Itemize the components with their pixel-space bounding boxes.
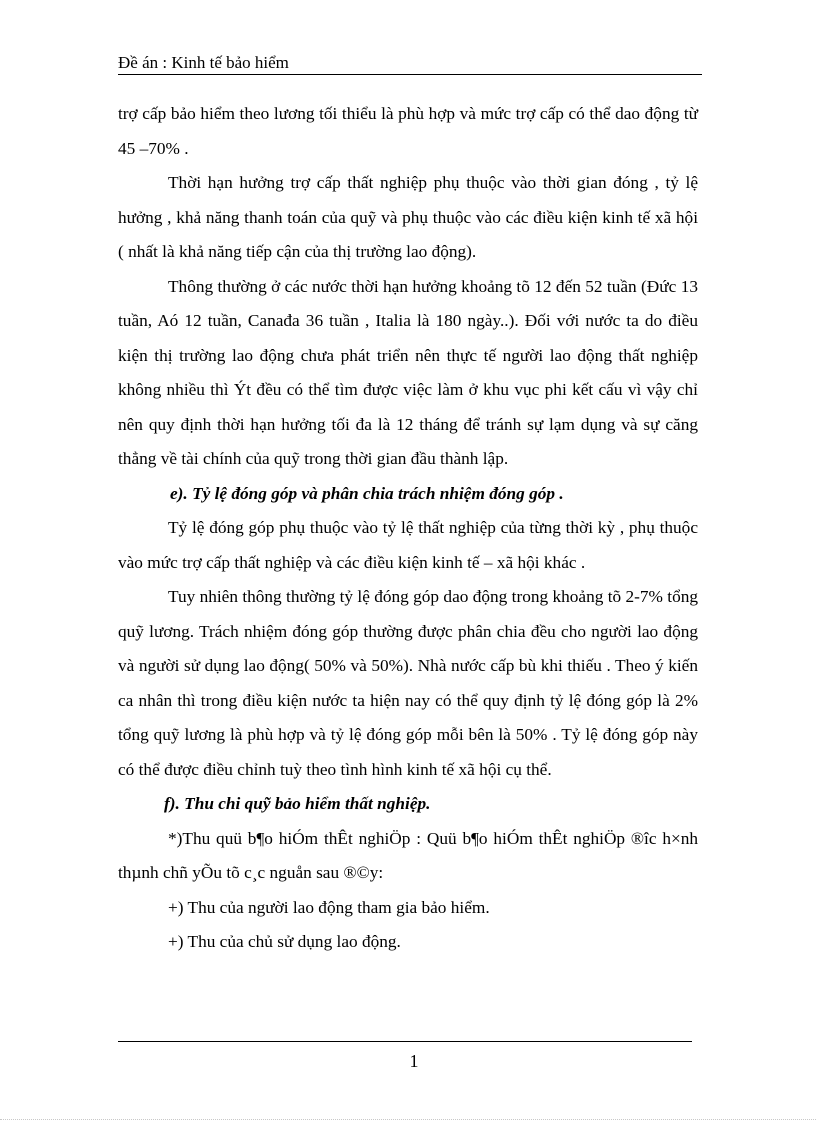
header-title: Đề án : Kinh tế bảo hiểm bbox=[118, 53, 289, 72]
footer-divider bbox=[118, 1041, 692, 1042]
paragraph-2: Thời hạn hưởng trợ cấp thất nghiệp phụ thuộc vào thời gian đóng , tỷ lệ hưởng , khả năng thanh toán của quỹ và phụ thuộc vào các điều kiện kinh tế xã hội ( nhất là khả năng tiếp cận của thị trường lao động). bbox=[118, 173, 698, 261]
paragraph-3: Thông thường ở các nước thời hạn hưởng khoảng tõ 12 đến 52 tuần (Đức 13 tuần, Aó 12 tuần, Canađa 36 tuần , Italia là 180 ngày..). Đối với nước ta do điều kiện thị trường lao động chưa phát triển nên thực tế người lao động thất nghiệp không nhiều thì Ýt đều có thể tìm được việc làm ở khu vục phi kết cấu vì vậy chỉ nên quy định thời hạn hưởng tối đa là 12 tháng để tránh sự lạm dụng và sự căng thẳng về tài chính của quỹ trong thời gian đầu thành lập. bbox=[118, 276, 698, 468]
section-heading-f: f). Thu chi quỹ bảo hiểm thất nghiệp. bbox=[164, 794, 431, 813]
document-body bbox=[118, 97, 698, 960]
page-edge-divider bbox=[0, 1119, 816, 1120]
paragraph-4: Tỷ lệ đóng góp phụ thuộc vào tỷ lệ thất nghiệp của từng thời kỳ , phụ thuộc vào mức trợ cấp thất nghiệp và các điều kiện kinh tế – xã hội khác . bbox=[118, 518, 698, 572]
paragraph-6: *)Thu quü b¶o hiÓm thÊt nghiÖp : Quü b¶o hiÓm thÊt nghiÖp ®îc h×nh thµnh chñ yÕu tõ c¸c nguån sau ®©y: bbox=[118, 828, 698, 882]
section-heading-e: e). Tỷ lệ đóng góp và phân chia trách nhiệm đóng góp . bbox=[170, 483, 564, 503]
paragraph-7: +) Thu của người lao động tham gia bảo hiểm. bbox=[168, 897, 490, 917]
paragraph-5: Tuy nhiên thông thường tỷ lệ đóng góp dao động trong khoảng tõ 2-7% tổng quỹ lương. Trách nhiệm đóng góp thường được phân chia đều cho người lao động và người sử dụng lao động( 50% và 50%). Nhà nước cấp bù khi thiếu . Theo ý kiến ca nhân thì trong điều kiện nước ta hiện nay có thể quy định tỷ lệ đóng góp là 2% tổng quỹ lương là phù hợp và tỷ lệ đóng góp mỗi bên là 50% . Tỷ lệ đóng góp này có thể được điều chỉnh tuỳ theo tình hình kinh tế xã hội cụ thể. bbox=[118, 587, 698, 779]
page-header bbox=[118, 52, 702, 75]
page-number: 1 bbox=[409, 1051, 419, 1071]
paragraph-1: trợ cấp bảo hiểm theo lương tối thiểu là phù hợp và mức trợ cấp có thể dao động từ 45 –70% . bbox=[118, 104, 698, 158]
paragraph-8: +) Thu của chủ sử dụng lao động. bbox=[168, 932, 401, 951]
